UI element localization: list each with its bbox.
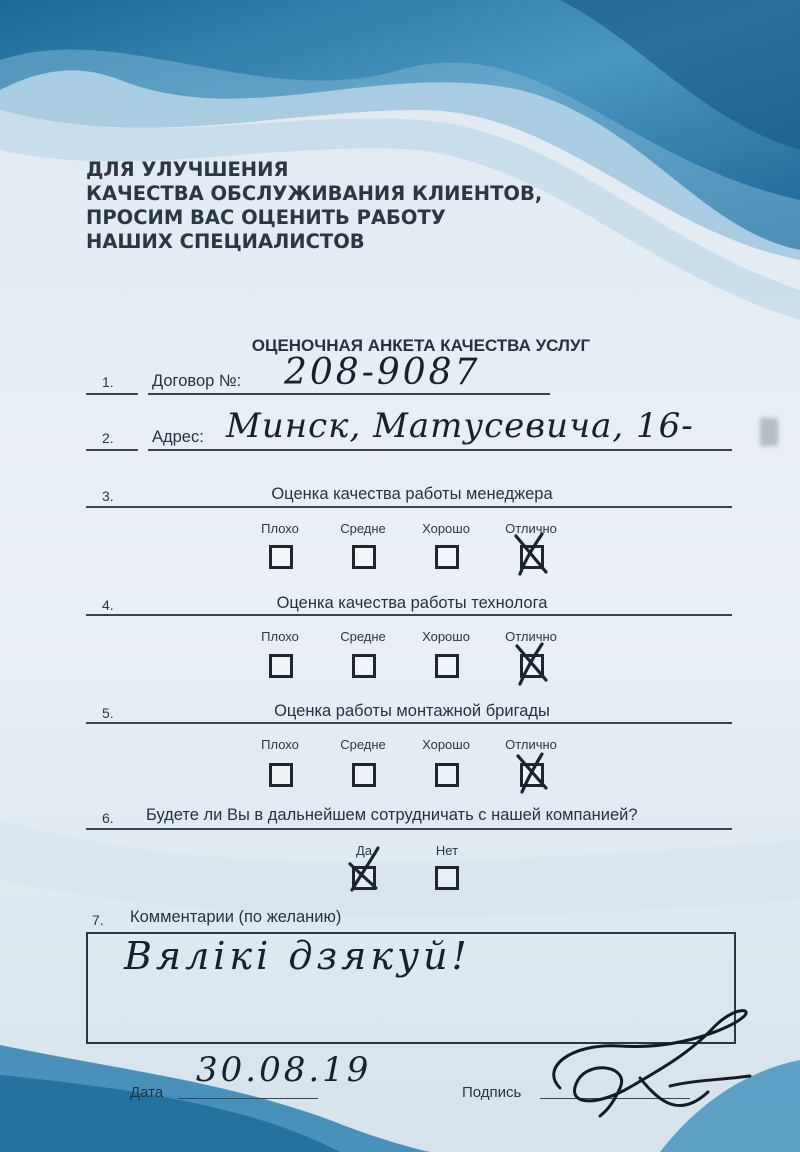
checkbox-bad[interactable]: [269, 654, 293, 678]
q3-number: 3.: [102, 488, 114, 504]
date-handwritten[interactable]: 30.08.19: [196, 1050, 372, 1090]
contract-label: Договор №:: [152, 372, 242, 390]
q5-number: 5.: [102, 705, 114, 721]
manager-rating-label: Оценка качества работы менеджера: [271, 485, 553, 503]
contract-number-handwritten[interactable]: 208-9087: [284, 352, 481, 393]
option-yes: Да: [355, 843, 373, 858]
q2-number: 2.: [102, 430, 114, 446]
checkbox-no[interactable]: [435, 866, 459, 890]
option-bad: Плохо: [261, 629, 299, 644]
header-line: ДЛЯ УЛУЧШЕНИЯ: [86, 158, 289, 181]
q4-number: 4.: [102, 597, 114, 613]
checkbox-average[interactable]: [352, 545, 376, 569]
checkmark-x-icon: [512, 750, 556, 796]
header-line: ПРОСИМ ВАС ОЦЕНИТЬ РАБОТУ: [86, 206, 446, 229]
q1-number: 1.: [102, 374, 114, 390]
option-good: Хорошо: [422, 737, 470, 752]
checkbox-bad[interactable]: [269, 545, 293, 569]
checkmark-x-icon: [342, 842, 386, 894]
header-line: НАШИХ СПЕЦИАЛИСТОВ: [86, 230, 365, 253]
option-average: Средне: [340, 521, 386, 536]
option-good: Хорошо: [422, 521, 470, 536]
form-title: ОЦЕНОЧНАЯ АНКЕТА КАЧЕСТВА УСЛУГ: [251, 336, 591, 355]
technologist-rating-label: Оценка качества работы технолога: [276, 594, 548, 612]
checkbox-good[interactable]: [435, 654, 459, 678]
signature-scribble[interactable]: [530, 1008, 770, 1133]
address-handwritten[interactable]: Минск, Матусевича, 16-: [226, 406, 694, 446]
q6-number: 6.: [102, 810, 114, 826]
address-label: Адрес:: [152, 428, 204, 446]
cooperation-question: Будете ли Вы в дальнейшем сотрудничать с нашей компанией?: [146, 806, 638, 824]
checkbox-good[interactable]: [435, 545, 459, 569]
crew-rating-label: Оценка работы монтажной бригады: [274, 702, 550, 720]
option-average: Средне: [340, 629, 386, 644]
checkbox-average[interactable]: [352, 654, 376, 678]
checkbox-bad[interactable]: [269, 763, 293, 787]
option-excellent: Отлично: [505, 521, 557, 536]
option-bad: Плохо: [261, 737, 299, 752]
checkmark-x-icon: [512, 640, 556, 688]
header-text: [86, 158, 542, 254]
option-excellent: Отлично: [505, 737, 557, 752]
option-no: Нет: [435, 843, 459, 858]
checkbox-good[interactable]: [435, 763, 459, 787]
date-label: Дата: [130, 1084, 164, 1101]
signature-label: Подпись: [462, 1084, 522, 1101]
option-excellent: Отлично: [505, 629, 557, 644]
comments-handwritten[interactable]: Вялікі дзякуй!: [124, 934, 471, 978]
address-line: [148, 449, 732, 451]
checkmark-x-icon: [512, 530, 556, 578]
q7-number: 7.: [92, 912, 104, 928]
date-line: [178, 1098, 318, 1099]
checkbox-average[interactable]: [352, 763, 376, 787]
comments-label: Комментарии (по желанию): [130, 908, 342, 926]
option-average: Средне: [340, 737, 386, 752]
option-good: Хорошо: [422, 629, 470, 644]
header-line: КАЧЕСТВА ОБСЛУЖИВАНИЯ КЛИЕНТОВ,: [86, 182, 543, 205]
option-bad: Плохо: [261, 521, 299, 536]
contract-line: [148, 393, 550, 395]
redacted-blur: [760, 418, 778, 446]
